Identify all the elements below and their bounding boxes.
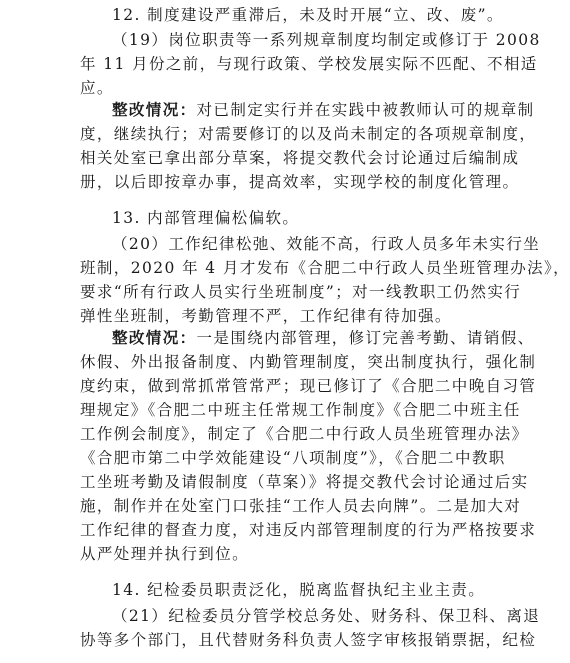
item-20-fix-line-10: 从严处理并执行到位。 xyxy=(80,545,250,563)
fix-text: 一是围绕内部管理，修订完善考勤、请销假、 xyxy=(196,329,535,347)
section-12-heading: 12. 制度建设严重滞后，未及时开展“立、改、废”。 xyxy=(112,6,504,24)
item-19-fix-line-1 xyxy=(80,98,535,122)
item-20-fix-line-4: 理规定》《合肥二中班主任常规工作制度》《合肥二中班主任 xyxy=(80,401,521,419)
fix-text: 对已制定实行并在实践中被教师认可的规章制 xyxy=(196,101,535,119)
item-19-line-3: 应。 xyxy=(80,79,114,97)
item-19-fix-line-2: 度，继续执行；对需要修订的以及尚未制定的各项规章制度， xyxy=(80,125,537,143)
item-19-issue xyxy=(80,28,541,100)
item-19-fix-line-3: 相关处室已拿出部分草案，将提交教代会讨论通过后编制成 xyxy=(80,149,520,167)
item-19-line-2: 年 11 月份之前，与现行政策、学校发展实际不匹配、不相适 xyxy=(80,55,538,73)
item-20-fix-line-7: 工坐班考勤及请假制度（草案）》将提交教代会讨论通过后实 xyxy=(80,473,529,491)
item-20-fix-line-5: 工作例会制度》，制定了《合肥二中行政人员坐班管理办法》 xyxy=(80,425,529,443)
fix-label: 整改情况： xyxy=(112,328,197,347)
section-14-heading: 14. 纪检委员职责泛化，脱离监督执纪主业主责。 xyxy=(112,581,486,599)
section-13-heading: 13. 内部管理偏松偏软。 xyxy=(112,209,300,227)
item-21-line-1: （21）纪检委员分管学校总务处、财务科、保卫科、离退 xyxy=(112,607,541,625)
item-20-line-3: 要求“所有行政人员实行坐班制度”；对一线教职工仍然实行 xyxy=(80,283,522,301)
item-19-rectification xyxy=(80,98,537,194)
item-21-issue xyxy=(80,604,541,652)
item-20-fix-line-1 xyxy=(80,326,535,350)
item-20-line-4: 弹性坐班制，考勤管理不严，工作纪律有待加强。 xyxy=(80,307,452,325)
item-19-fix-line-4: 册，以后即按章办事，提高效率，实现学校的制度化管理。 xyxy=(80,173,520,191)
item-20-rectification xyxy=(80,326,537,566)
item-19-line-1: （19）岗位职责等一系列规章制度均制定或修订于 2008 xyxy=(112,31,541,49)
item-20-fix-line-9: 工作纪律的督查力度，对违反内部管理制度的行为严格按要求 xyxy=(80,521,537,539)
item-20-fix-line-6: 《合肥市第二中学效能建设“八项制度”》，《合肥二中教职 xyxy=(80,449,506,467)
item-20-line-1: （20）工作纪律松弛、效能不高，行政人员多年未实行坐 xyxy=(112,235,541,253)
item-20-fix-line-3: 度约束，做到常抓常管常严；现已修订了《合肥二中晚自习管 xyxy=(80,377,537,395)
fix-label: 整改情况： xyxy=(112,100,197,119)
item-20-fix-line-2: 休假、外出报备制度、内勤管理制度，突出制度执行，强化制 xyxy=(80,353,537,371)
item-20-fix-line-8: 施，制作并在处室门口张挂“工作人员去向牌”。二是加大对 xyxy=(80,497,522,515)
item-20-line-2: 班制，2020 年 4 月才发布《合肥二中行政人员坐班管理办法》， xyxy=(80,259,570,277)
item-20-issue xyxy=(80,232,570,328)
item-21-line-2: 协等多个部门，且代替财务科负责人签字审核报销票据，纪检 xyxy=(80,631,537,649)
